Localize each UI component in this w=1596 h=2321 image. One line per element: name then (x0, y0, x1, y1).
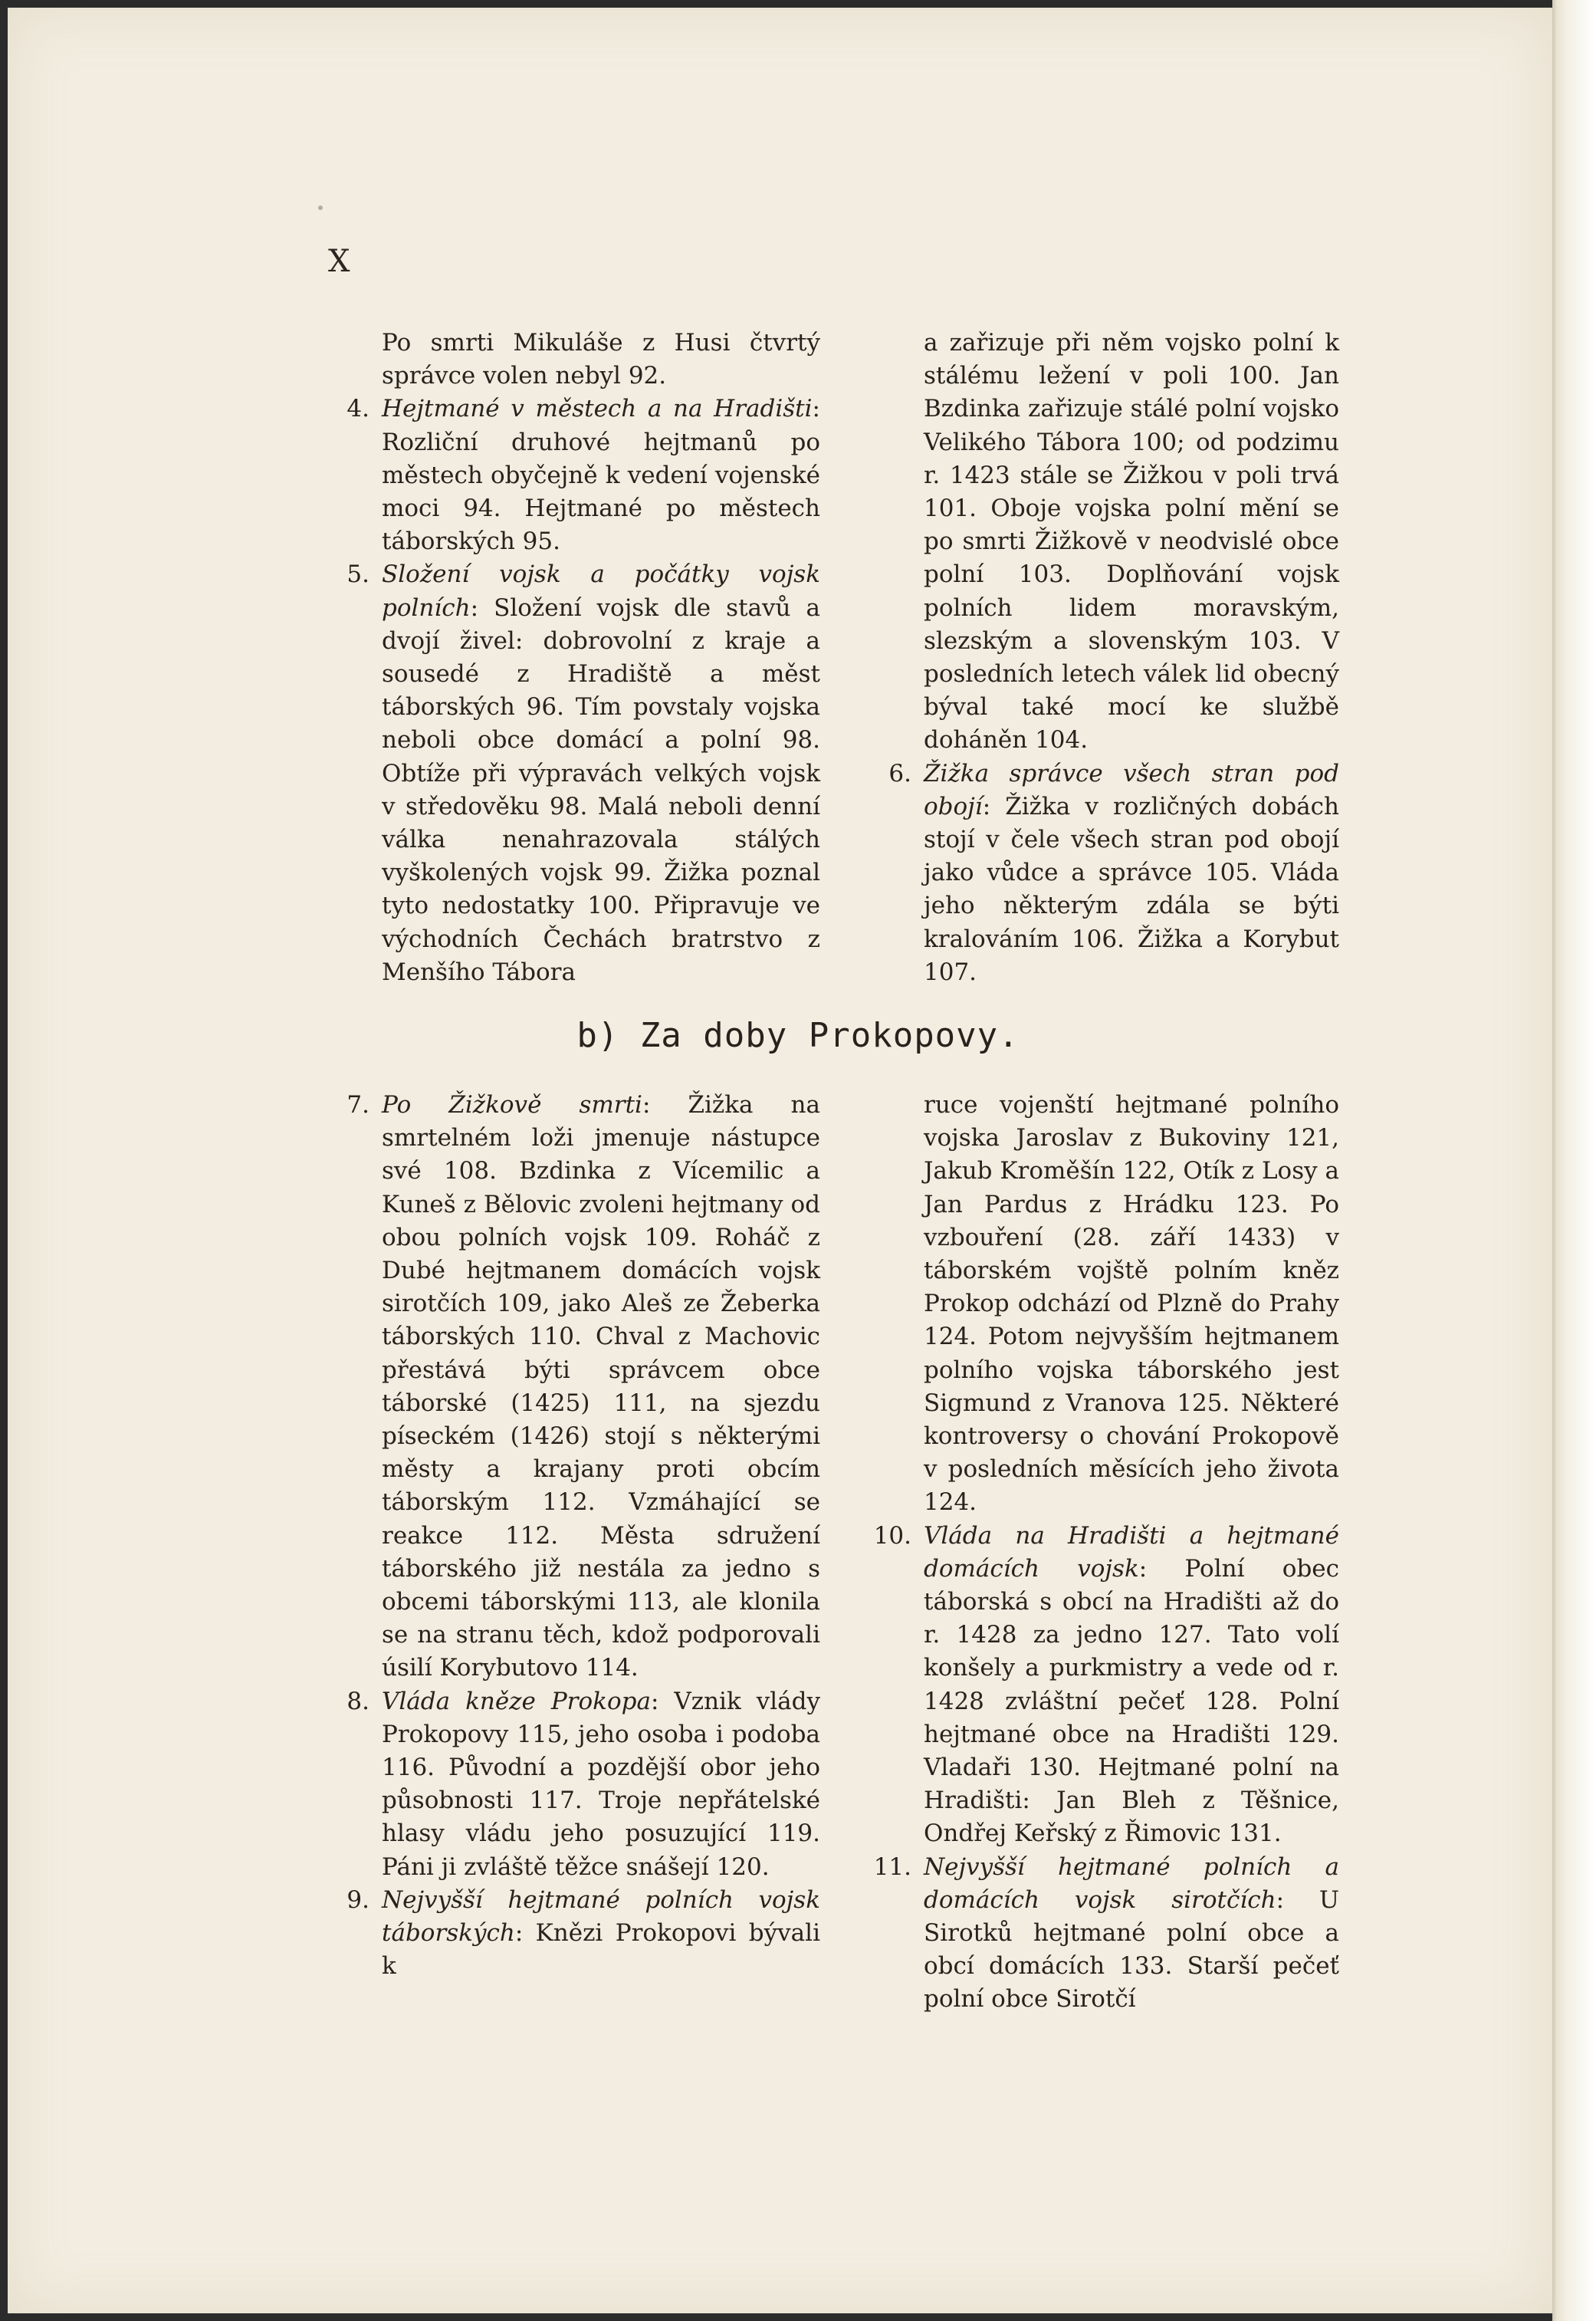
entry-number: 4. (346, 395, 369, 423)
toc-continuation: ruce vojenští hejtmané polního vojska Jaroslav z Bukoviny 121, Jakub Kroměšín 122, Otík z Losy a Jan Pardus z Hrádku 123. Po vzbouření (28. září 1433) v táborském vojště polním kněz Prokop odchází od Plzně do Prahy 124. Potom nejvyšším hejtmanem polního vojska táborského jest Sigmund z Vranova 125. Některé kontroversy o chování Prokopově v posledních měsících jeho života 124. (924, 1091, 1339, 1517)
toc-entry-10 (872, 1520, 1339, 1851)
entry-title: Po Žižkově smrti (382, 1091, 642, 1119)
entry-title: Složení vojsk a počátky vojsk polních (382, 561, 820, 622)
entry-number: 11. (873, 1853, 911, 1881)
entry-text: : Rozliční druhové hejtmanů po městech obyčejně k vedení vojenské moci 94. Hejtmané po městech táborských 95. (382, 395, 820, 556)
toc-entry-5 (330, 558, 820, 989)
entry-text: : Žižka na smrtelném loži jmenuje nástupce své 108. Bzdinka z Vícemilic a Kuneš z Bělovic zvoleni hejtmany od obou polních vojsk 109. Roháč z Dubé hejtmanem domácích vojsk sirotčích 109, jako Aleš ze Žeberka táborských 110. Chval z Machovic přestává býti správcem obce táborské (1425) 111, na sjezdu píseckém (1426) stojí s některými městy a krajany proti obcím táborským 112. Vzmáhající se reakce 112. Města sdružení táborského již nestála za jedno s obcemi táborskými 113, ale klonila se na stranu těch, kdož podporovali úsilí Korybutovo 114. (382, 1091, 820, 1682)
entry-text: : Knězi Prokopovi bývali k (382, 1919, 820, 1981)
toc-column-bottom-right (872, 1089, 1339, 2017)
toc-column-bottom-left (330, 1089, 820, 1983)
toc-continuation: a zařizuje při něm vojsko polní k stálému ležení v poli 100. Jan Bzdinka zařizuje stálé polní vojsko Velikého Tábora 100; od podzimu r. 1423 stále se Žižkou v poli trvá 101. Oboje vojska polní mění se po smrti Žižkově v neodvislé obce polní 103. Doplňování vojsk polních lidem moravským, slezským a slovenským 103. V posledních letech válek lid obecný býval také mocí ke službě doháněn 104. (924, 329, 1339, 754)
entry-text: : Vznik vlády Prokopovy 115, jeho osoba i podoba 116. Původní a pozdější obor jeho působnosti 117. Troje nepřátelské hlasy vládu jeho posuzující 119. Páni ji zvláště těžce snášejí 120. (382, 1687, 820, 1881)
entry-number: 8. (346, 1687, 369, 1715)
entry-number: 7. (346, 1091, 369, 1119)
entry-text: : U Sirotků hejtmané polní obce a obcí domácích 133. Starší pečeť polní obce Sirotčí (924, 1885, 1339, 2014)
toc-continuation: Po smrti Mikuláše z Husi čtvrtý správce volen nebyl 92. (382, 329, 820, 390)
toc-column-top-right (872, 327, 1339, 989)
toc-column-top-left (330, 327, 820, 989)
toc-entry-6 (872, 758, 1339, 989)
page-number: X (328, 244, 350, 279)
toc-entry-4 (330, 393, 820, 558)
page-edge (1552, 0, 1596, 2321)
entry-text: : Složení vojsk dle stavů a dvojí živel: dobrovolní z kraje a sousedé z Hradiště a měst táborských 96. Tím povstaly vojska neboli obce domácí a polní 98. Obtíže při výpravách velkých vojsk v středověku 98. Malá neboli denní válka nenahrazovala stálých vyškolených vojsk 99. Žižka poznal tyto nedostatky 100. Připravuje ve východních Čechách bratrstvo z Menšího Tábora (382, 593, 820, 986)
entry-text: : Žižka v rozličných dobách stojí v čele všech stran pod obojí jako vůdce a správce 105. Vláda jeho některým zdála se býti kralováním 106. Žižka a Korybut 107. (924, 792, 1339, 986)
entry-title: Vláda na Hradišti a hejtmané domácích vojsk (924, 1521, 1339, 1583)
entry-number: 6. (888, 759, 911, 787)
toc-entry-11 (872, 1851, 1339, 2017)
entry-title: Žižka správce všech stran pod obojí (924, 759, 1339, 820)
entry-title: Nejvyšší hejtmané polních a domácích vojsk sirotčích (924, 1853, 1339, 1914)
entry-number: 5. (346, 561, 369, 589)
toc-entry-8 (330, 1685, 820, 1884)
toc-entry-9 (330, 1884, 820, 1984)
paper-speck (318, 205, 323, 210)
entry-title: Hejtmané v městech a na Hradišti (382, 395, 813, 423)
entry-title: Nejvyšší hejtmané polních vojsk táborských (382, 1885, 820, 1948)
section-heading: b) Za doby Prokopovy. (576, 1016, 1020, 1055)
toc-entry-7 (330, 1089, 820, 1685)
entry-text: : Polní obec táborská s obcí na Hradišti až do r. 1428 za jedno 127. Tato volí konšely a purkmistry a vede od r. 1428 zvláštní pečeť 128. Polní hejtmané obce na Hradišti 129. Vladaři 130. Hejtmané polní na Hradišti: Jan Bleh z Těšnice, Ondřej Keřský z Řimovic 131. (924, 1554, 1340, 1848)
entry-title: Vláda kněze Prokopa (382, 1687, 651, 1715)
entry-number: 10. (873, 1521, 911, 1550)
entry-number: 9. (346, 1885, 369, 1914)
